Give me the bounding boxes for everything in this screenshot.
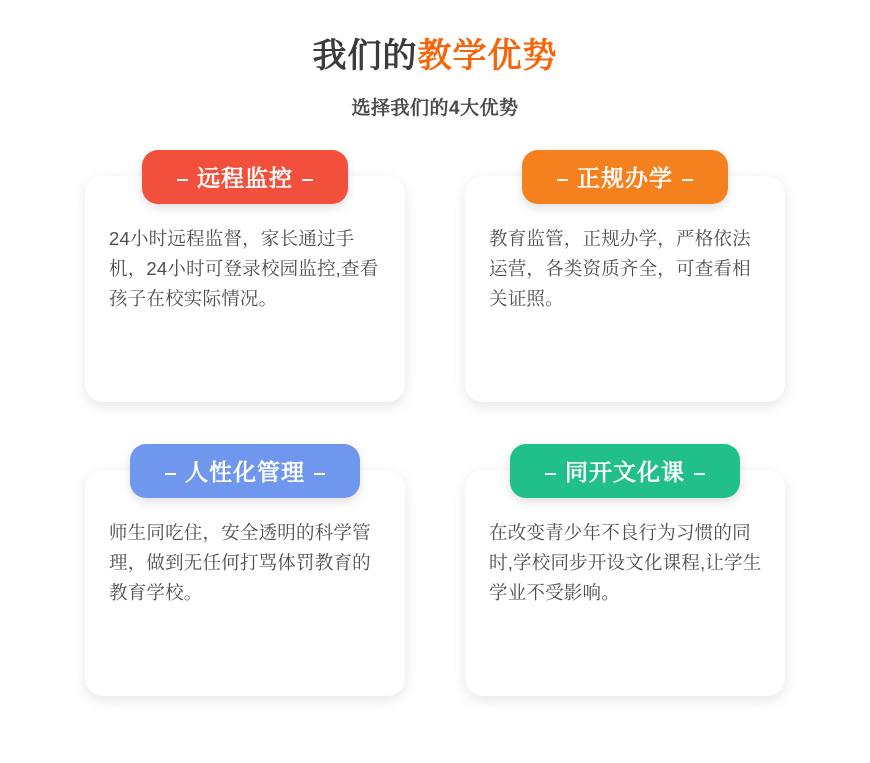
card-badge-label: 远程监控 — [197, 165, 293, 192]
card-body-text: 在改变青少年不良行为习惯的同时,学校同步开设文化课程,让学生学业不受影响。 — [489, 521, 762, 603]
advantage-card — [85, 444, 405, 696]
dash-right-icon — [314, 473, 325, 475]
page-title-prefix: 我们的 — [312, 37, 418, 75]
advantage-card — [465, 150, 785, 402]
dash-right-icon — [302, 179, 313, 181]
dash-left-icon — [545, 473, 556, 475]
card-badge-text — [168, 160, 322, 193]
advantage-card — [85, 150, 405, 402]
page-header — [0, 0, 870, 120]
card-badge — [522, 150, 728, 204]
dash-right-icon — [694, 473, 705, 475]
card-badge-text — [536, 454, 714, 487]
card-badge — [130, 444, 360, 498]
card-badge-text — [156, 454, 334, 487]
page-title — [0, 36, 870, 77]
card-body-text: 24小时远程监督，家长通过手机，24小时可登录校园监控,查看孩子在校实际情况。 — [109, 227, 379, 309]
card-body-text: 师生同吃住，安全透明的科学管理，做到无任何打骂体罚教育的教育学校。 — [109, 521, 371, 603]
dash-right-icon — [682, 179, 693, 181]
card-badge-label: 正规办学 — [577, 165, 673, 192]
card-badge-text — [548, 160, 702, 193]
page-subtitle: 选择我们的4大优势 — [351, 97, 519, 119]
card-badge-label: 人性化管理 — [185, 459, 305, 486]
card-badge-label: 同开文化课 — [565, 459, 685, 486]
advantage-card-grid — [85, 150, 785, 696]
card-badge — [142, 150, 348, 204]
advantage-card — [465, 444, 785, 696]
dash-left-icon — [165, 473, 176, 475]
dash-left-icon — [177, 179, 188, 181]
card-badge — [510, 444, 740, 498]
page-title-accent: 教学优势 — [417, 37, 558, 75]
dash-left-icon — [557, 179, 568, 181]
card-body-text: 教育监管，正规办学，严格依法运营，各类资质齐全，可查看相关证照。 — [489, 227, 751, 309]
